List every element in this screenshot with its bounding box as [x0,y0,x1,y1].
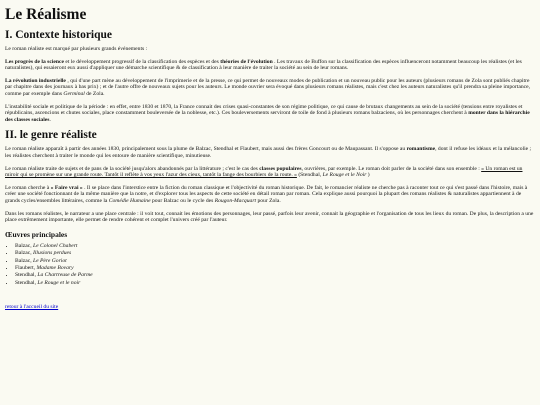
italic-text: Le Rouge et le Noir [322,172,367,179]
bold-text: monter dans la hiérarchie des classes sociales [5,110,530,123]
italic-text: Germinal [63,90,85,97]
paragraph [5,166,535,179]
paragraph-text: . Les travaux de Buffon sur la classification des espèces influenceront notamment beaucoup les réalistes (et les naturalistes), qui essaieront eux aussi d'appliquer une démarche scientifique & de classification à leur manière de traiter la société au sein de leur romans. [5,58,522,72]
paragraph-text: . Il se place dans l'interstice entre la fiction du roman classique et l'objectivité du roman historique. De fait, le romancier réaliste ne cherche pas à raconter tout ce qui s'est passé dans l'histoire, mais à créer une société fonctionnant de la même manière que la notre, et d'explorer tous les aspects de cette société en détail roman par roman. Cela explique aussi pourquoi la plupart des romans réalistes & naturalistes appartiennent à de grands cycles/ensembles littéraires, comme la [5,184,528,204]
paragraph-text: (Stendhal, [296,172,323,179]
paragraph-text: Le roman cherche à [5,184,51,191]
paragraph [5,104,535,124]
paragraph-text: Le roman réaliste apparaît à partir des années 1830, principalement sous la plume de Balzac, Stendhal et Flaubert, mais aussi des frères Goncourt ou de Maupassant. Il s'oppose au [5,146,407,153]
paragraph [5,78,535,98]
paragraph [5,146,535,159]
list-item [15,272,535,279]
paragraph [5,46,535,53]
section-heading-genre: II. le genre réaliste [5,129,97,142]
paragraph-text: pour Balzac ou le cycle des [150,197,215,204]
bold-text: La révolution industrielle [5,77,66,84]
quote-text: « Un roman est un miroir qui se promène sur une grande route. Tantôt il reflète à vos yeux l'azur des cieux, tantôt la fange des bourbiers de la route. » [5,165,523,179]
paragraph-text: Le roman réaliste traite de sujets et de pans de la société jusqu'alors abandonnés par la littérature ; c'est le cas des [5,165,260,172]
bold-text: théories de l'évolution [220,58,273,65]
list-item [15,243,535,250]
paragraph-text: et le développement progressif de la classification des espèces et des [63,58,221,65]
paragraph-text: Dans les romans réalistes, le narrateur a une place centrale : il voit tout, connait les émotions des personnages, leur passé, parfois leur avenir, connait la géographie et l'organisation de tous les lieux du roman. De plus, la description a une place extrêmement importante, elle permet de rendre cohérent et complet l'univers créé par l'auteur. [5,210,534,224]
work-author: Balzac, [15,257,34,264]
work-title: Le Père Goriot [33,257,67,264]
back-to-home-link[interactable]: retour à l'accueil du site [5,304,59,311]
work-title: Le Rouge et le noir [37,279,81,286]
list-item [15,280,535,287]
paragraph-text: , ouvrières, par exemple. Le roman doit parler de la société dans son ensemble : [301,165,482,172]
list-item [15,250,535,257]
bold-text: « Faire vrai » [50,184,83,191]
work-author: Balzac, [15,242,34,249]
paragraph [5,59,535,72]
work-title: Illusions perdues [33,250,72,257]
works-heading: Œuvres principales [5,229,68,239]
works-list [5,243,535,287]
paragraph-text: Le roman réaliste est marqué par plusieurs grands événements : [5,46,148,52]
section-heading-context: I. Contexte historique [5,29,113,41]
paragraph [5,211,535,224]
italic-text: Comédie Humaine [108,197,151,204]
work-author: Stendhal, [15,279,38,286]
paragraph-text: pour Zola. [256,197,281,204]
paragraph-text: L'instabilité sociale et politique de la période : en effet, entre 1830 et 1870, la France connait des crises quasi-constantes de son régime politique, ce qui cause de brutaux changements au sein de la société (tensions entre royalistes et républicains, ascencions et chutes sociales, place constamment bouleversée de la noblesse, etc.). Ces bouleversements serviront de toile de fond à plusieurs romans balzaciens, où les personnages cherchent à [5,103,523,117]
work-author: Flaubert, [15,264,37,271]
bold-text: classes populaires [259,165,302,172]
paragraph-text: ) [366,172,370,179]
list-item [15,265,535,272]
paragraph-text: , qui d'une part mène au développement de l'imprimerie et de la presse, ce qui permet de nouveaux modes de publication et un nouveau public pour les auteurs (plusieurs romans de Zola sont publiés chapitre par chapitre dans des journaux à bas prix) ; et de l'autre offre de nouveaux sujets pour les auteurs. Le monde ouvrier sera évoqué dans plusieurs romans réalistes, mais c'est chez les auteurs naturalistes qu'il prendra sa pleine importance, comme par exemple dans [5,77,530,97]
page-title: Le Réalisme [5,6,87,23]
work-author: Stendhal, [15,272,38,279]
italic-text: Rougon-Macquart [214,197,257,204]
paragraph [5,185,535,205]
bold-text: romantisme [406,146,436,153]
work-author: Balzac, [15,250,34,257]
work-title: Le Colonel Chabert [33,242,78,249]
bold-text: Les progrès de la science [5,58,64,65]
paragraph-text: . [49,116,51,123]
paragraph-text: , dont il refuse les idéaux et la mélancolie ; les réalistes cherchent à traiter le monde qui les entoure de manière scientifique, minutieuse. [5,146,532,159]
list-item [15,258,535,265]
work-title: La Chartreuse de Parme [37,272,93,279]
work-title: Madame Bovary [36,264,74,271]
paragraph-text: de Zola. [84,90,105,97]
